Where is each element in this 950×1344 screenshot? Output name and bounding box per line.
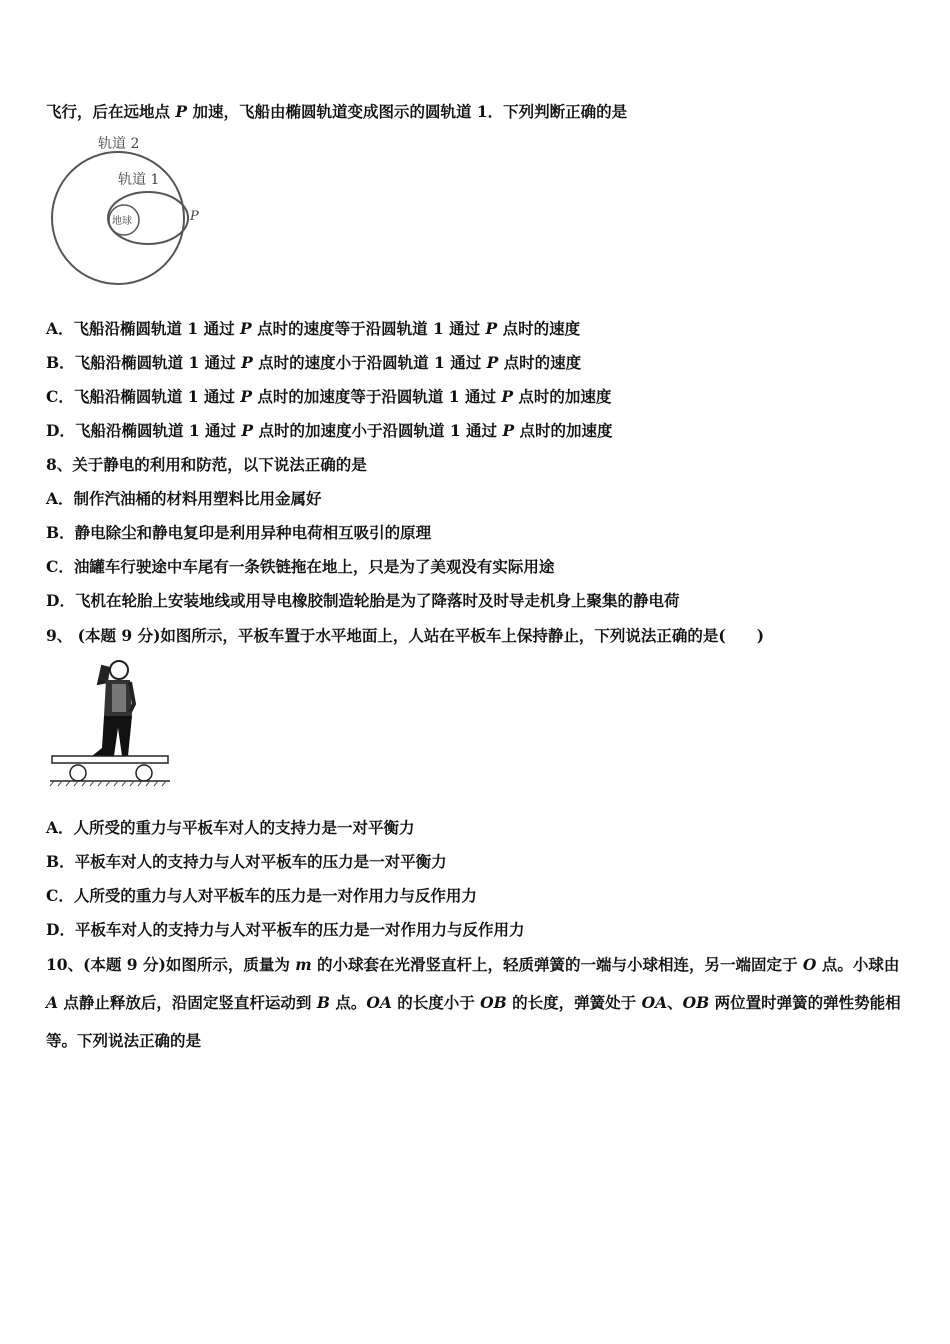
orbit-2-label: 轨道 2 bbox=[98, 136, 140, 152]
cart-wheel-left bbox=[70, 765, 86, 781]
q7-stem: 飞行，后在远地点 P 加速，飞船由椭圆轨道变成图示的圆轨道 1．下列判断正确的是 bbox=[46, 102, 628, 121]
q9-option-b: B．平板车对人的支持力与人对平板车的压力是一对平衡力 bbox=[46, 852, 447, 871]
q9-option-a: A．人所受的重力与平板车对人的支持力是一对平衡力 bbox=[46, 818, 415, 837]
person-torso-highlight bbox=[112, 684, 126, 712]
q9-stem: 9、 (本题 9 分)如图所示，平板车置于水平地面上，人站在平板车上保持静止，下列说法正确的是( ) bbox=[46, 626, 765, 645]
orbit-1-label: 轨道 1 bbox=[118, 172, 160, 188]
orbit-figure bbox=[46, 130, 216, 295]
cart-wheel-right bbox=[136, 765, 152, 781]
q7-option-b: B．飞船沿椭圆轨道 1 通过 P 点时的速度小于沿圆轨道 1 通过 P 点时的速度 bbox=[46, 353, 582, 372]
q7-option-d: D．飞船沿椭圆轨道 1 通过 P 点时的加速度小于沿圆轨道 1 通过 P 点时的加速度 bbox=[46, 421, 613, 440]
person-legs bbox=[92, 716, 132, 756]
cart-deck bbox=[52, 756, 168, 763]
q8-stem: 8、关于静电的利用和防范，以下说法正确的是 bbox=[46, 455, 367, 474]
point-p-label: P bbox=[190, 209, 199, 224]
q7-option-c: C．飞船沿椭圆轨道 1 通过 P 点时的加速度等于沿圆轨道 1 通过 P 点时的加速度 bbox=[46, 387, 612, 406]
earth-label: 地球 bbox=[112, 216, 132, 227]
q8-option-b: B．静电除尘和静电复印是利用异种电荷相互吸引的原理 bbox=[46, 523, 432, 542]
q8-option-a: A．制作汽油桶的材料用塑料比用金属好 bbox=[46, 489, 322, 508]
q9-option-d: D．平板车对人的支持力与人对平板车的压力是一对作用力与反作用力 bbox=[46, 920, 525, 939]
person-head bbox=[110, 661, 128, 679]
q9-option-c: C．人所受的重力与人对平板车的压力是一对作用力与反作用力 bbox=[46, 886, 477, 905]
q8-option-d: D．飞机在轮胎上安装地线或用导电橡胶制造轮胎是为了降落时及时导走机身上聚集的静电荷 bbox=[46, 591, 680, 610]
q10-stem: 10、(本题 9 分)如图所示，质量为 m 的小球套在光滑竖直杆上，轻质弹簧的一端与小球相连，另一端固定于 O 点。小球由 A 点静止释放后，沿固定竖直杆运动到 B 点。OA 的长度小于 OB 的长度，弹簧处于 OA、OB 两位置时弹簧的弹性势能相等。下列说法正确的是 bbox=[46, 955, 901, 1050]
person-cart-figure bbox=[46, 656, 176, 788]
q8-option-c: C．油罐车行驶途中车尾有一条铁链拖在地上，只是为了美观没有实际用途 bbox=[46, 557, 555, 576]
q7-option-a: A．飞船沿椭圆轨道 1 通过 P 点时的速度等于沿圆轨道 1 通过 P 点时的速度 bbox=[46, 319, 581, 338]
